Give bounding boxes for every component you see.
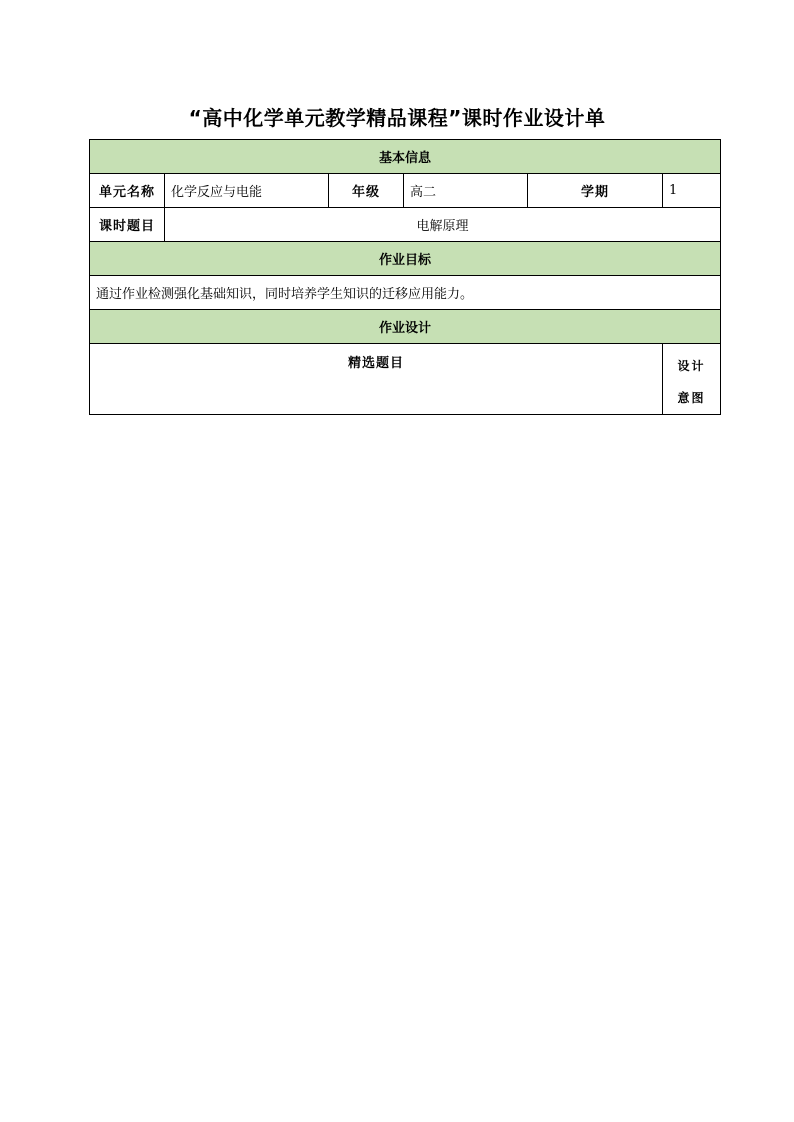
lesson-topic-row: [90, 208, 721, 242]
selected-questions-header: 精选题目: [90, 344, 663, 415]
section-row-basic-info: [90, 140, 721, 174]
unit-name-label: 单元名称: [90, 174, 165, 208]
section-row-homework-goal: [90, 242, 721, 276]
grade-value: 高二: [404, 174, 528, 208]
unit-name-value: 化学反应与电能: [165, 174, 329, 208]
lesson-topic-label: 课时题目: [90, 208, 165, 242]
unit-info-row: [90, 174, 721, 208]
section-header-basic-info: 基本信息: [90, 140, 721, 174]
homework-design-row: [90, 344, 721, 415]
homework-goal-row: [90, 276, 721, 310]
document-title: “高中化学单元教学精品课程”课时作业设计单: [188, 106, 606, 130]
homework-design-form: [89, 139, 721, 415]
design-intent-line-2: 意图: [677, 391, 706, 405]
design-intent-header: [663, 344, 721, 415]
semester-value: 1: [663, 174, 721, 208]
lesson-topic-value: 电解原理: [165, 208, 721, 242]
homework-goal-text: 通过作业检测强化基础知识，同时培养学生知识的迁移应用能力。: [90, 276, 721, 310]
section-row-homework-design: [90, 310, 721, 344]
design-intent-line-1: 设计: [677, 359, 706, 373]
section-header-homework-goal: 作业目标: [90, 242, 721, 276]
section-header-homework-design: 作业设计: [90, 310, 721, 344]
grade-label: 年级: [329, 174, 404, 208]
semester-label: 学期: [528, 174, 663, 208]
